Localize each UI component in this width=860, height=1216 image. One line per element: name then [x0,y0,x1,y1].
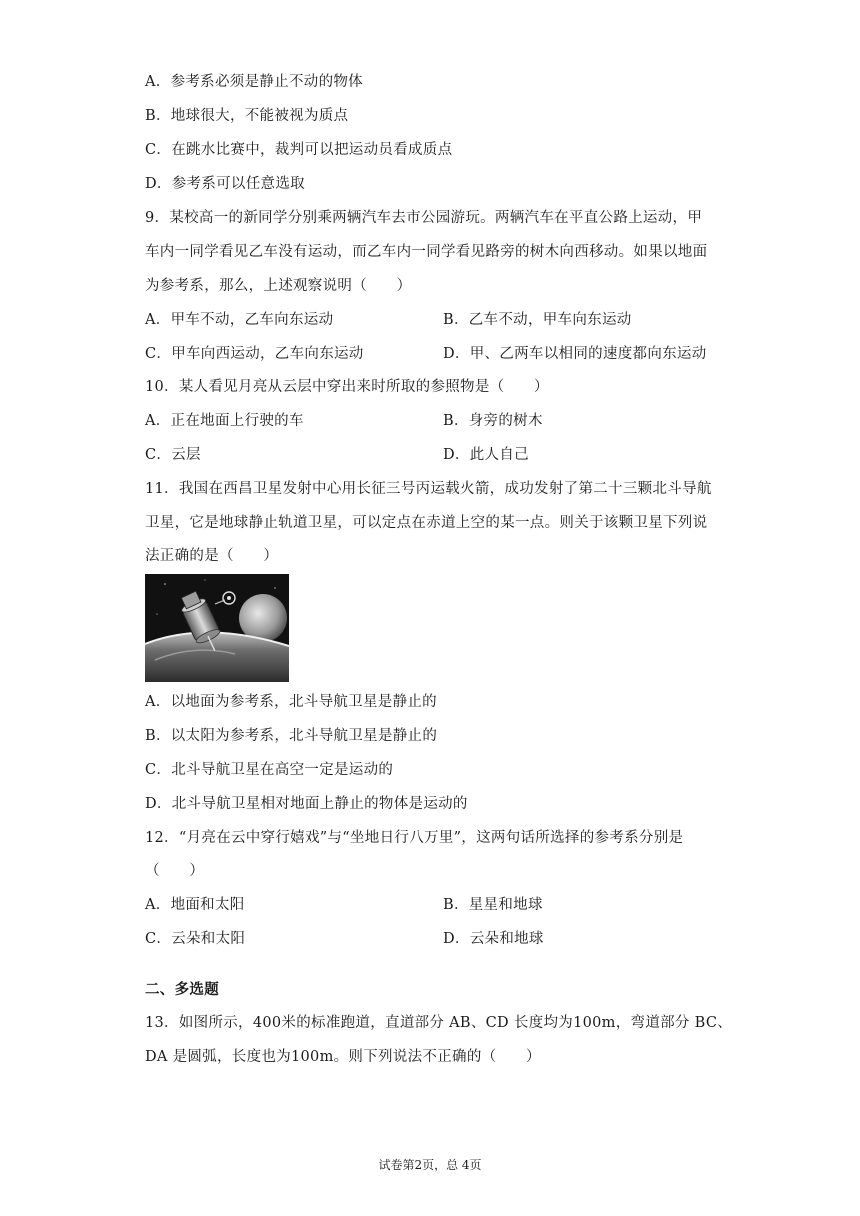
q11-option-b: B．以太阳为参考系，北斗导航卫星是静止的 [145,728,438,744]
q9-stem-line-2: 车内一同学看见乙车没有运动，而乙车内一同学看见路旁的树木向西移动。如果以地面 [145,244,708,260]
q12-option-c: C．云朵和太阳 [145,931,246,947]
section-heading-multiple-choice: 二、多选题 [145,981,219,998]
q8-option-c: C．在跳水比赛中，裁判可以把运动员看成质点 [145,142,453,158]
q11-stem-line-2: 卫星，它是地球静止轨道卫星，可以定点在赤道上空的某一点。则关于该颗卫星下列说 [145,515,708,531]
q9-option-b: B．乙车不动，甲车向东运动 [443,312,632,328]
q10-option-a: A．正在地面上行驶的车 [145,413,304,429]
satellite-image [145,574,289,682]
q10-option-c: C．云层 [145,447,201,463]
q8-option-a: A．参考系必须是静止不动的物体 [145,74,363,90]
q12-stem-line-2: （ ） [145,863,205,879]
q12-option-d: D．云朵和地球 [443,931,544,947]
q9-option-a: A．甲车不动，乙车向东运动 [145,312,334,328]
q9-option-d: D．甲、乙两车以相同的速度都向东运动 [443,346,707,362]
q13-stem-line-1: 13．如图所示，400米的标准跑道，直道部分 AB、CD 长度均为100m，弯道部分 BC、 [145,1015,733,1031]
q10-stem: 10．某人看见月亮从云层中穿出来时所取的参照物是（ ） [145,379,549,395]
q10-option-b: B．身旁的树木 [443,413,543,429]
q11-option-d: D．北斗导航卫星相对地面上静止的物体是运动的 [145,796,468,812]
q12-stem-line-1: 12．“月亮在云中穿行嬉戏”与“坐地日行八万里”，这两句话所选择的参考系分别是 [145,830,684,846]
q8-option-b: B．地球很大，不能被视为质点 [145,108,349,124]
q9-option-c: C．甲车向西运动，乙车向东运动 [145,346,364,362]
q13-stem-line-2: DA 是圆弧，长度也为100m。则下列说法不正确的（ ） [145,1049,541,1065]
q11-option-c: C．北斗导航卫星在高空一定是运动的 [145,762,394,778]
q8-option-d: D．参考系可以任意选取 [145,176,305,192]
q11-stem-line-3: 法正确的是（ ） [145,548,279,564]
q12-option-b: B．星星和地球 [443,897,543,913]
q12-option-a: A．地面和太阳 [145,897,245,913]
q9-stem-line-1: 9．某校高一的新同学分别乘两辆汽车去市公园游玩。两辆汽车在平直公路上运动，甲 [145,210,703,226]
page-footer: 试卷第2页，总 4页 [378,1158,482,1172]
q11-stem-line-1: 11．我国在西昌卫星发射中心用长征三号丙运载火箭，成功发射了第二十三颗北斗导航 [145,481,712,497]
q9-stem-line-3: 为参考系，那么，上述观察说明（ ） [145,278,412,294]
q11-option-a: A．以地面为参考系，北斗导航卫星是静止的 [145,694,437,710]
q10-option-d: D．此人自己 [443,447,529,463]
